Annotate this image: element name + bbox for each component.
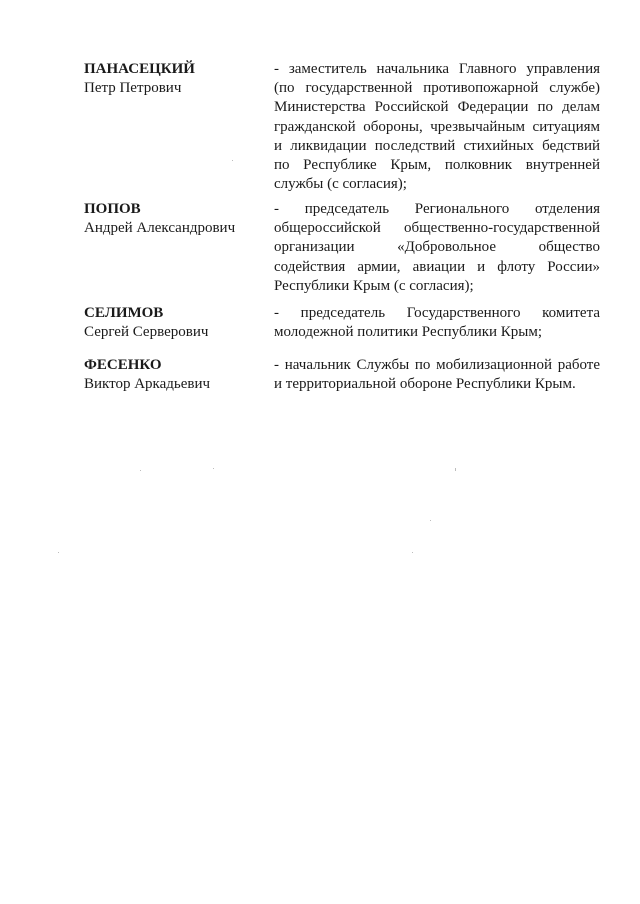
member-role [274,60,600,194]
role-line: гражданской обороны, чрезвычайным ситуациям [274,118,600,135]
role-line: Министерства Российской Федерации по делам [274,99,600,116]
member-given-name: Сергей Серверович [84,324,209,340]
scan-speck [412,552,413,553]
role-line: Республики Крым (с согласия); [274,277,474,294]
member-surname: ПАНАСЕЦКИЙ [84,61,195,77]
role-line: - председатель Регионального отделения [274,201,600,217]
member-role [274,356,600,394]
role-line: молодежной политики Республики Крым; [274,324,543,341]
member-surname: ФЕСЕНКО [84,357,162,373]
role-line: - начальник Службы по мобилизационной работе [274,357,600,373]
role-line: организации «Добровольное общество [274,239,600,256]
role-line: - председатель Государственного комитета [274,305,600,321]
role-line: службы (с согласия); [274,176,407,193]
member-role [274,304,600,342]
member-given-name: Андрей Александрович [84,220,236,236]
scan-speck [455,468,456,471]
role-line: (по государственной противопожарной службе) [274,80,600,97]
member-role [274,200,600,296]
member-surname: СЕЛИМОВ [84,305,164,321]
role-line: общероссийской общественно-государственной [274,220,600,237]
role-line: по Республике Крым, полковник внутренней [274,157,600,174]
role-line: и ликвидации последствий стихийных бедствий [274,137,600,154]
scan-speck [232,160,233,161]
role-line: - заместитель начальника Главного управления [274,61,600,77]
member-given-name: Виктор Аркадьевич [84,376,211,392]
scan-speck [58,552,59,553]
scan-speck [430,520,431,521]
role-line: и территориальной обороне Республики Крым. [274,376,576,393]
member-surname: ПОПОВ [84,201,141,217]
scan-speck [140,470,141,471]
member-given-name: Петр Петрович [84,80,182,96]
scan-speck [213,468,214,469]
role-line: содействия армии, авиации и флоту России» [274,258,600,275]
